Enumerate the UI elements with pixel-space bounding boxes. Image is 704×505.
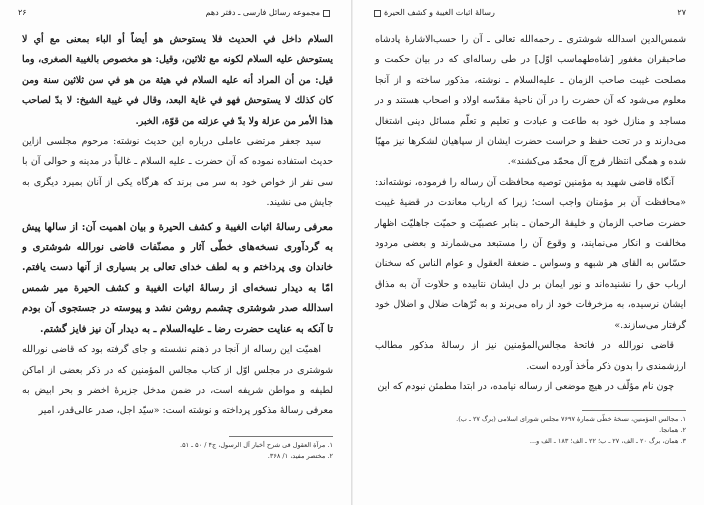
left-page-number: ٢۶ (18, 8, 27, 17)
body-paragraph: سید جعفر مرتضی عاملی درباره این حدیث نوشته: مرحوم مجلسی ازاین حدیث استفاده نموده که آن حضرت ـ علیه السلام ـ غالباً در مدینه و حوالی آن با سی نفر از خواص خود به سر می برند که هرگاه یکی از آنان بمیرد دیگری به جایش می نشیند. (22, 136, 333, 209)
right-running-title (371, 6, 495, 20)
right-footnotes (375, 414, 686, 447)
body-paragraph: شمس‌الدین اسدالله شوشتری ـ رحمه‌الله تعالی ـ آن را حسب‌الاشارهٔ پادشاه صاحبقران مغفور [شاه‌طهماسب اوّل] در طی رساله‌ای که در بیان حکمت و مصلحت غیبت صاحب الزمان ـ علیه‌السلام ـ نوشته، مذکور ساخته و از آنجا معلوم می‌شود که آن حضرت را در آن ناحیهٔ مقدّسه اولاد و اصحاب هستند و در مساجد و منازل خود به طاعت و عبادت و تعلیم و تعلّم مسائل دینی اشتغال می‌دارند و در تحت حفظ و حراست حضرت ایشان از سپاهیان لشکرها نیز مهیّا شده و همگی انتظار فرج آل محمّد می‌کشند». (375, 34, 686, 168)
body-paragraph: اهمیّت این رساله از آنجا در ذهنم نشسته و جای گرفته بود که قاضی نورالله شوشتری در مجلس اوّل از کتاب مجالس المؤمنین که در ذکر بعضی از اماکن لطیفه و مواطن شریفه است، در ضمن مدخل جزیرهٔ اخضر و بحر ابیض به معرفی رسالهٔ مذکور پرداخته و نوشته است: «سیّد اجل، صدر عالی‌قدر، امیر (22, 344, 333, 417)
right-page-header (371, 6, 686, 20)
footnote: ٢. همانجا. (659, 426, 686, 434)
footnote-divider (582, 410, 686, 411)
section-heading-paragraph: معرفی رسالهٔ اثبات الغیبة و کشف الحیرة و بیان اهمیت آن: از سالها پیش به گردآوری نسخه‌های خطّی آثار و مصنّفات قاضی نورالله شوشتری و خاندان وی پرداختم و به لطف خدای تعالی بر بسیاری از آنها دست یافتم. امّا به دیدار نسخه‌ای از رسالهٔ اثبات الغیبة و کشف الحیرة میر شمس اسدالله صدر شوشتری چشمم روشن نشد و پیوسته در جستجوی آن بودم تا آنکه به عنایت حضرت رضا ـ علیه‌السلام ـ به دیدار آن نیز فایز گشتم. (22, 221, 333, 335)
footnote: ٢. مختصر مفید، ١/ ٣۶٨. (267, 452, 333, 460)
right-page-body (375, 30, 686, 397)
left-running-title-text: مجموعه رسائل فارسی ـ دفتر دهم (205, 8, 320, 17)
left-page-header (18, 6, 333, 20)
body-paragraph: قاضی نورالله در فاتحهٔ مجالس‌المؤمنین نیز از رسالهٔ مذکور مطالب ارزشمندی را بدون ذکر مأخذ آورده است. (375, 340, 686, 372)
right-page-number: ٢٧ (677, 8, 686, 17)
footnote: ١. مجالس المؤمنین، نسخهٔ خطّی شمارهٔ ۷۶۹۷ مجلس شورای اسلامی (برگ ۲۷ ـ ب). (456, 415, 686, 423)
left-footnotes (22, 440, 333, 462)
footnote: ١. مرآة العقول فی شرح أخبار آل الرسول، ج۴ / ۵۰ ـ ۵۱. (180, 441, 333, 449)
arabic-quotation-paragraph: السلام داخل في الحديث فلا يستوحش هو أيضاً أو الباء بمعنی مع أي لا يستوحش عليه السلام لكونه مع ثلاثين، وقيل: هو مخصوص بالغيبة الصغرى، وما قيل: من أن المراد أنه عليه السلام في هيئة من هو في سن ثلاثين سنة ومن كان كذلك لا يستوحش فهو في غاية البعد، وقال في غيبة الشيخ: لا بدّ لصاحب هذا الأمر من عزلة ولا بدّ في عزلته من قوّة، الخبر. (22, 34, 333, 127)
footnote-divider (229, 436, 333, 437)
body-paragraph: چون نام مؤلّف در هیچ موضعی از رساله نیامده، در ابتدا مطمئن نبودم که این (377, 380, 674, 392)
right-running-title-text: رسالهٔ اثبات الغیبة و کشف الحیرة (384, 8, 495, 17)
left-page-body (22, 30, 333, 422)
left-running-title (206, 6, 333, 20)
left-page (0, 0, 351, 505)
body-paragraph: آنگاه قاضی شهید به مؤمنین توصیه محافظت آن رساله را فرموده، نوشته‌اند: «محافظت آن بر مؤمنان واجب است؛ زیرا که ارباب معاندت در قضیهٔ غیبت حضرت صاحب الزمان و خلیفهٔ الرحمان ـ بنابر عصبیّت و حمیّت جاهلیّت اظهار مخالفت و انکار می‌نمایند، و وقوع آن را مستبعد می‌شمارند و بعضی مردود حسّاس به القای هر شبهه و وسواس ـ ضعفة العقول و عوام الناس که سخنان ارباب حق را نشنیده‌اند و نور ایمان بر دل ایشان نتابیده و حلاوت آن به مذاق ایشان نرسیده، به مزخرفات خود از راه می‌برند و به تُرّهات ضلال و اضلال خود گرفتار می‌سازند.» (375, 176, 686, 331)
square-ornament-icon (323, 10, 330, 17)
footnote: ٣. همان، برگ ٢٠ ـ الف، ٢٧ ـ ب؛ ٢٢ ـ الف؛ ١٨٣ ـ الف و... (529, 437, 686, 445)
square-ornament-icon (374, 10, 381, 17)
right-page (353, 0, 704, 505)
